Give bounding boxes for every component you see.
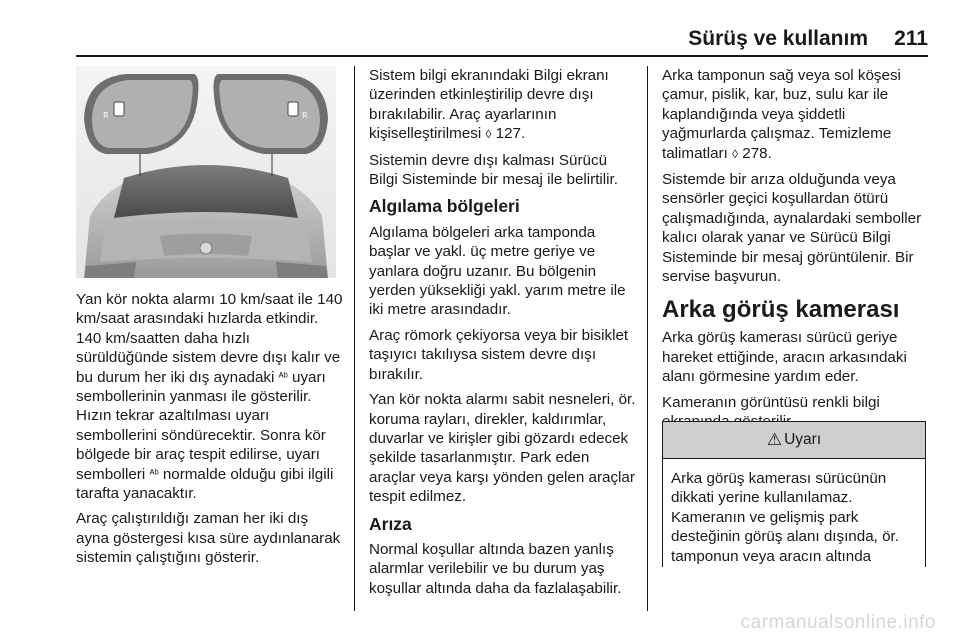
reference-arrow-icon: ◊ (485, 127, 492, 142)
left-mirror-symbol: R (103, 111, 109, 120)
mirror-warning-icon: ᴬᵇ (149, 467, 159, 480)
chapter-title: Sürüş ve kullanım (688, 27, 868, 50)
page-number: 211 (894, 27, 928, 50)
page-reference-link[interactable]: 278. (742, 144, 772, 162)
section-title: Arka görüş kamerası (662, 296, 900, 324)
column-divider (354, 66, 355, 611)
paragraph: Yan kör nokta alarmı sabit nesneleri, ör. koruma rayları, direkler, kaldırımlar, duvarlar ve kirişler gibi gözardı edecek şekilde tasarlanmıştır. Park eden araçlar veya karşı yönden gelen araçlar tespit edilmez. (369, 391, 636, 506)
paragraph: Araç römork çekiyorsa veya bir bisiklet taşıyıcı takılıysa sistem devre dışı bırakılır. (369, 326, 629, 383)
page-header (0, 0, 960, 60)
paragraph: Arka görüş kamerası sürücü geriye hareket ettiğinde, aracın arkasındaki alanı görmesine yardım eder. (662, 329, 907, 386)
warning-text: Arka görüş kamerası sürücünün dikkati yerine kullanılamaz. Kameranın ve gelişmiş park desteğinin görüş alanı dışında, ör. tamponun veya aracın altında (671, 470, 899, 565)
reference-arrow-icon: ◊ (732, 146, 739, 161)
column-2 (369, 66, 637, 604)
warning-title: Uyarı (784, 431, 822, 448)
blind-spot-figure (76, 66, 336, 278)
column-divider (647, 66, 648, 611)
paragraph: Arka tamponun sağ veya sol köşesi çamur, pislik, kar, buz, sulu kar ile kaplandığında veya şiddetli yağmurlarda çalışmaz. Temizleme talimatları ◊ 278. (662, 67, 901, 162)
car-mirrors-illustration (76, 66, 336, 278)
paragraph: Araç çalıştırıldığı zaman her iki dış ayna göstergesi kısa süre aydınlanarak sistemin çalıştığını gösterir. (76, 510, 341, 567)
right-mirror-symbol: R (302, 111, 308, 120)
paragraph: Kameranın görüntüsü renkli bilgi (662, 393, 880, 411)
column-1 (76, 290, 344, 574)
paragraph: Normal koşullar altında bazen yanlış alarmlar verilebilir ve bu durum yaş koşullar altında daha da fazlalaşabilir. (369, 540, 622, 597)
warning-box (662, 421, 926, 567)
page-reference-link[interactable]: 127. (495, 125, 526, 143)
section-heading: Arıza (369, 513, 412, 534)
paragraph: Yan kör nokta alarmı 10 km/saat ile 140 km/saat arasındaki hızlarda etkindir. 140 km/saatten daha hızlı sürüldüğünde sistem devre dışı kalır ve bu durum her iki dış aynadaki ᴬᵇ uyarı sembollerinin yanması ile gösterilir. Hızın tekrar azaltılması uyarı sembollerini söndürecektir. Sonra kör bölgede bir araç tespit edilirse, uyarı sembolleri ᴬᵇ normalde olduğu gibi ilgili tarafta yanacaktır. (76, 291, 343, 503)
watermark: carmanualsonline.info (740, 612, 936, 633)
section-heading: Algılama bölgeleri (369, 196, 520, 217)
warning-header (663, 422, 925, 459)
warning-triangle-icon: ⚠ (766, 430, 783, 449)
paragraph: Algılama bölgeleri arka tamponda başlar ve yakl. üç metre geriye ve yanlara doğru uzanır. Bu bölgenin yerden yüksekliği yakl. yarım metre ile iki metre arasındadır. (369, 223, 626, 319)
mirror-warning-icon: ᴬᵇ (278, 370, 288, 383)
header-rule (76, 55, 928, 57)
paragraph: Sistem bilgi ekranındaki Bilgi ekranı üzerinden etkinleştirilip devre dışı bırakılabilir. Araç ayarlarının kişiselleştirilmesi ◊ 127. (369, 67, 609, 143)
column-3 (662, 66, 930, 438)
paragraph: Sistemde bir arıza olduğunda veya sensörler geçici koşullardan ötürü çalışmadığında, aynalardaki semboller kalıcı olarak yanar ve Sürücü Bilgi Sisteminde bir mesaj görüntülenir. Bir servise başvurun. (662, 171, 922, 286)
paragraph: Sistemin devre dışı kalması Sürücü Bilgi Sisteminde bir mesaj ile belirtilir. (369, 151, 618, 189)
